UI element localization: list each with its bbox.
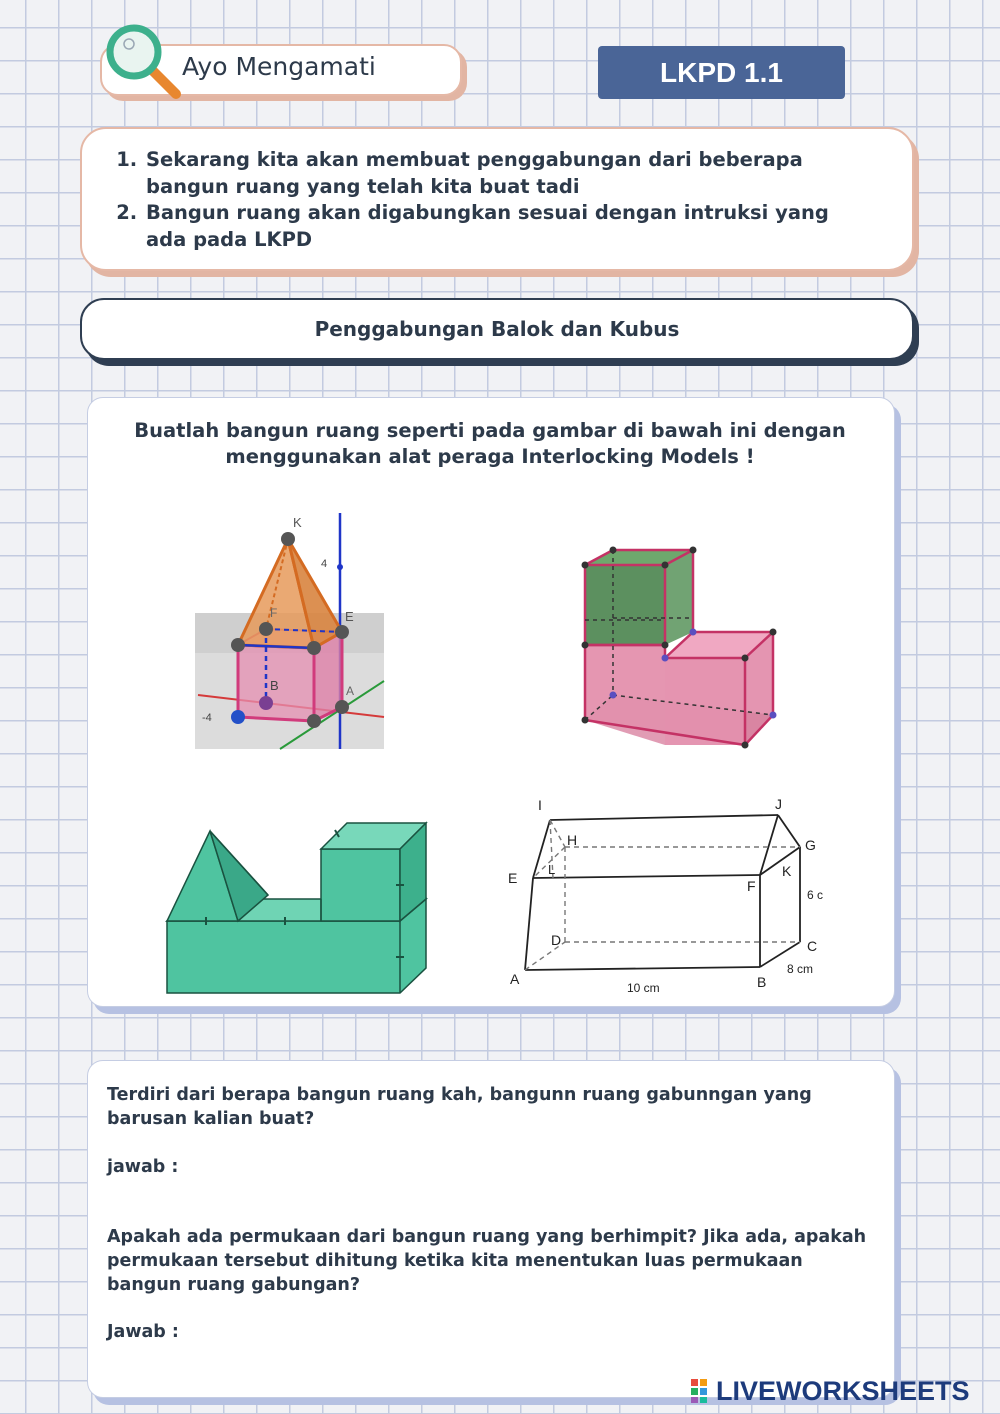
answer-1-label: jawab : [107, 1157, 179, 1177]
figure-prism-diagram [505, 795, 830, 1000]
vertex-label: H [567, 832, 578, 848]
vertex-label: F [270, 606, 278, 620]
brand-logo [690, 1374, 970, 1408]
vertex-label: K [293, 515, 302, 530]
vertex-label: F [747, 878, 756, 894]
instructions-card [80, 127, 914, 271]
vertex-label: E [508, 870, 518, 886]
main-instruction [120, 418, 860, 470]
vertex-label: J [775, 796, 782, 812]
figure-pyramid-on-cube [190, 505, 390, 755]
section-title: Penggabungan Balok dan Kubus [80, 298, 914, 360]
vertex-label: A [346, 684, 355, 698]
answer-2-label: Jawab : [107, 1322, 179, 1342]
vertex-label: C [807, 938, 818, 954]
question-2: Apakah ada permukaan dari bangun ruang yang berhimpit? Jika ada, apakah permukaan tersebut dihitung ketika kita menentukan luas permukaan bangun ruang gabungan? [107, 1227, 867, 1295]
vertex-label: A [510, 971, 520, 987]
vertex-label: I [538, 797, 542, 813]
instructions-list [82, 129, 912, 253]
instruction-item: 1. Sekarang kita akan membuat penggabungan dari beberapa bangun ruang yang telah kita buat tadi [144, 147, 872, 200]
main-instruction-line2: menggunakan alat peraga Interlocking Models ! [225, 445, 755, 468]
vertex-label: L [548, 862, 556, 877]
question-1: Terdiri dari berapa bangun ruang kah, bangunn ruang gabunngan yang barusan kalian buat? [107, 1085, 812, 1129]
vertex-label: K [782, 863, 792, 879]
axis-tick-label: 4 [321, 558, 328, 570]
vertex-label: D [551, 932, 562, 948]
instruction-item: 2. Bangun ruang akan digabungkan sesuai dengan intruksi yang ada pada LKPD [144, 200, 872, 253]
magnifier-icon [100, 22, 186, 104]
brand-text: LIVEWORKSHEETS [716, 1375, 970, 1406]
dimension-label: 6 c [807, 888, 824, 902]
vertex-label: B [757, 974, 767, 990]
figure-green-composite [160, 815, 430, 1000]
dimension-label: 8 cm [787, 962, 814, 976]
liveworksheets-logo-icon [690, 1378, 716, 1404]
header-label: Ayo Mengamati [182, 52, 376, 81]
vertex-label: B [270, 678, 279, 693]
lkpd-badge: LKPD 1.1 [598, 46, 845, 99]
vertex-label: E [345, 609, 354, 624]
figure-cube-on-box [575, 540, 785, 755]
dimension-label: 10 cm [627, 981, 660, 995]
main-instruction-line1: Buatlah bangun ruang seperti pada gambar di bawah ini dengan [134, 419, 846, 442]
vertex-label: G [805, 837, 816, 853]
axis-tick-label: -4 [202, 712, 212, 724]
